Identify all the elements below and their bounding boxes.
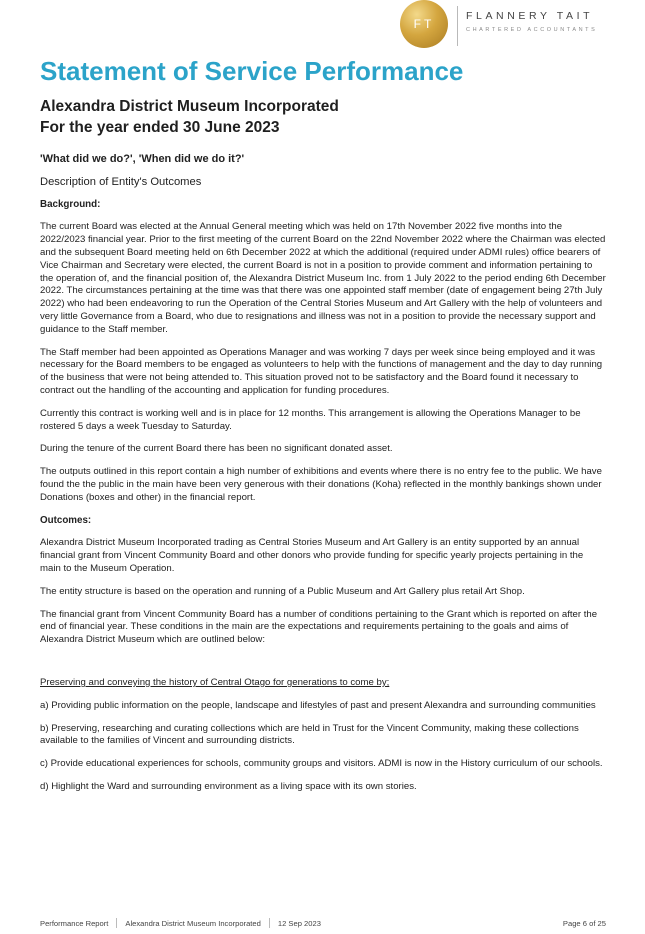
goal-item-d: d) Highlight the Ward and surrounding environment as a living space with its own stories. [40,780,417,792]
background-paragraph-1: The current Board was elected at the Annual General meeting which was held on 17th November 2022 five months into the 2022/2023 financial year. Prior to the first meeting of the current Board on the 22nd November 2022 where the Chairman was elected and the subsequent Board meeting held on 6th December 2022 at which the additional (required under ADMI rules) office bearers of Vice Chairman and Secretary were elected, the current Board is not in a position to provide comment and information pertaining to the operation of, and the financial position of, the Alexandra District Museum Inc. from 1 July 2022 to the period ending 6th December 2022. The circumstances pertaining at the time was that there was one appointed staff member (date of engagement being 27th July 2022) who had been endeavoring to run the Operation of the Central Stories Museum and Art Gallery with the help of volunteers and very little Governance from a Board, who due to resignations and illness was not in a position to provide the necessary support and guidance to the Staff member. [40,221,606,335]
goal-item-c: c) Provide educational experiences for schools, community groups and visitors. ADMI is now in the History curriculum of our schools. [40,758,603,770]
outcomes-paragraph-2: The entity structure is based on the operation and running of a Public Museum and Art Gallery plus retail Art Shop. [40,585,525,597]
background-paragraph-2: The Staff member had been appointed as Operations Manager and was working 7 days per week since being employed and it was necessary for the Board members to be engaged as volunteers to help with the functions of management and the day to day running of the business that were not being attended to. This situation proved not to be satisfactory and the Board found it necessary to contract out the handling of the accounting and application for funding procedures. [40,346,603,396]
logo-divider [457,6,458,46]
footer-divider [116,918,117,928]
spacer [40,657,606,677]
section-heading: Description of Entity's Outcomes [40,175,202,188]
footer-report-name: Performance Report [40,918,109,928]
goal-heading: Preserving and conveying the history of Central Otago for generations to come by; [40,676,390,688]
footer-page-number: Page 6 of 25 [562,918,606,928]
background-paragraph-4: During the tenure of the current Board there has been no significant donated asset. [40,443,393,455]
firm-logo-monogram: FT [400,0,448,48]
outcomes-paragraph-3: The financial grant from Vincent Community Board has a number of conditions pertaining to the Grant which is reported on after the end of financial year. These conditions in the main are the expectations and requirements pertaining to the goals and aims of Alexandra District Museum which are outlined below: [40,608,598,646]
goal-item-b: b) Preserving, researching and curating collections which are held in Trust for the Vincent Community, making these collections available to the families of Vincent and surrounding districts. [40,722,579,747]
goal-item-a: a) Providing public information on the people, landscape and lifestyles of past and present Alexandra and surrounding communities [40,699,596,711]
entity-name: Alexandra District Museum Incorporated [40,98,339,115]
document-body [40,153,606,804]
report-period: For the year ended 30 June 2023 [40,119,280,136]
background-paragraph-5: The outputs outlined in this report contain a high number of exhibitions and events where there is no entry fee to the public. We have found the the public in the main have been very generous with their donations (Koha) reflected in the monthly bankings shown under Donations (boxes and other) in the financial report. [40,466,602,503]
footer-divider [269,918,270,928]
page-footer [40,918,606,928]
background-heading: Background: [40,198,101,210]
outcomes-heading: Outcomes: [40,514,92,526]
footer-entity-name: Alexandra District Museum Incorporated [125,918,261,928]
footer-date: 12 Sep 2023 [277,918,321,928]
firm-subtitle: CHARTERED ACCOUNTANTS [466,27,598,33]
report-subtitle [40,96,339,138]
page-title: Statement of Service Performance [40,56,464,86]
outcomes-paragraph-1: Alexandra District Museum Incorporated trading as Central Stories Museum and Art Gallery is an entity supported by an annual financial grant from Vincent Community Board and other donors who provide funding for specific yearly projects pertaining in the main to the Museum Operation. [40,537,584,574]
firm-name: FLANNERY TAIT [466,10,594,22]
background-paragraph-3: Currently this contract is working well and is in place for 12 months. This arrangement is allowing the Operations Manager to be rostered 5 days a week Tuesday to Saturday. [40,407,581,432]
guiding-question: 'What did we do?', 'When did we do it?' [40,153,245,165]
